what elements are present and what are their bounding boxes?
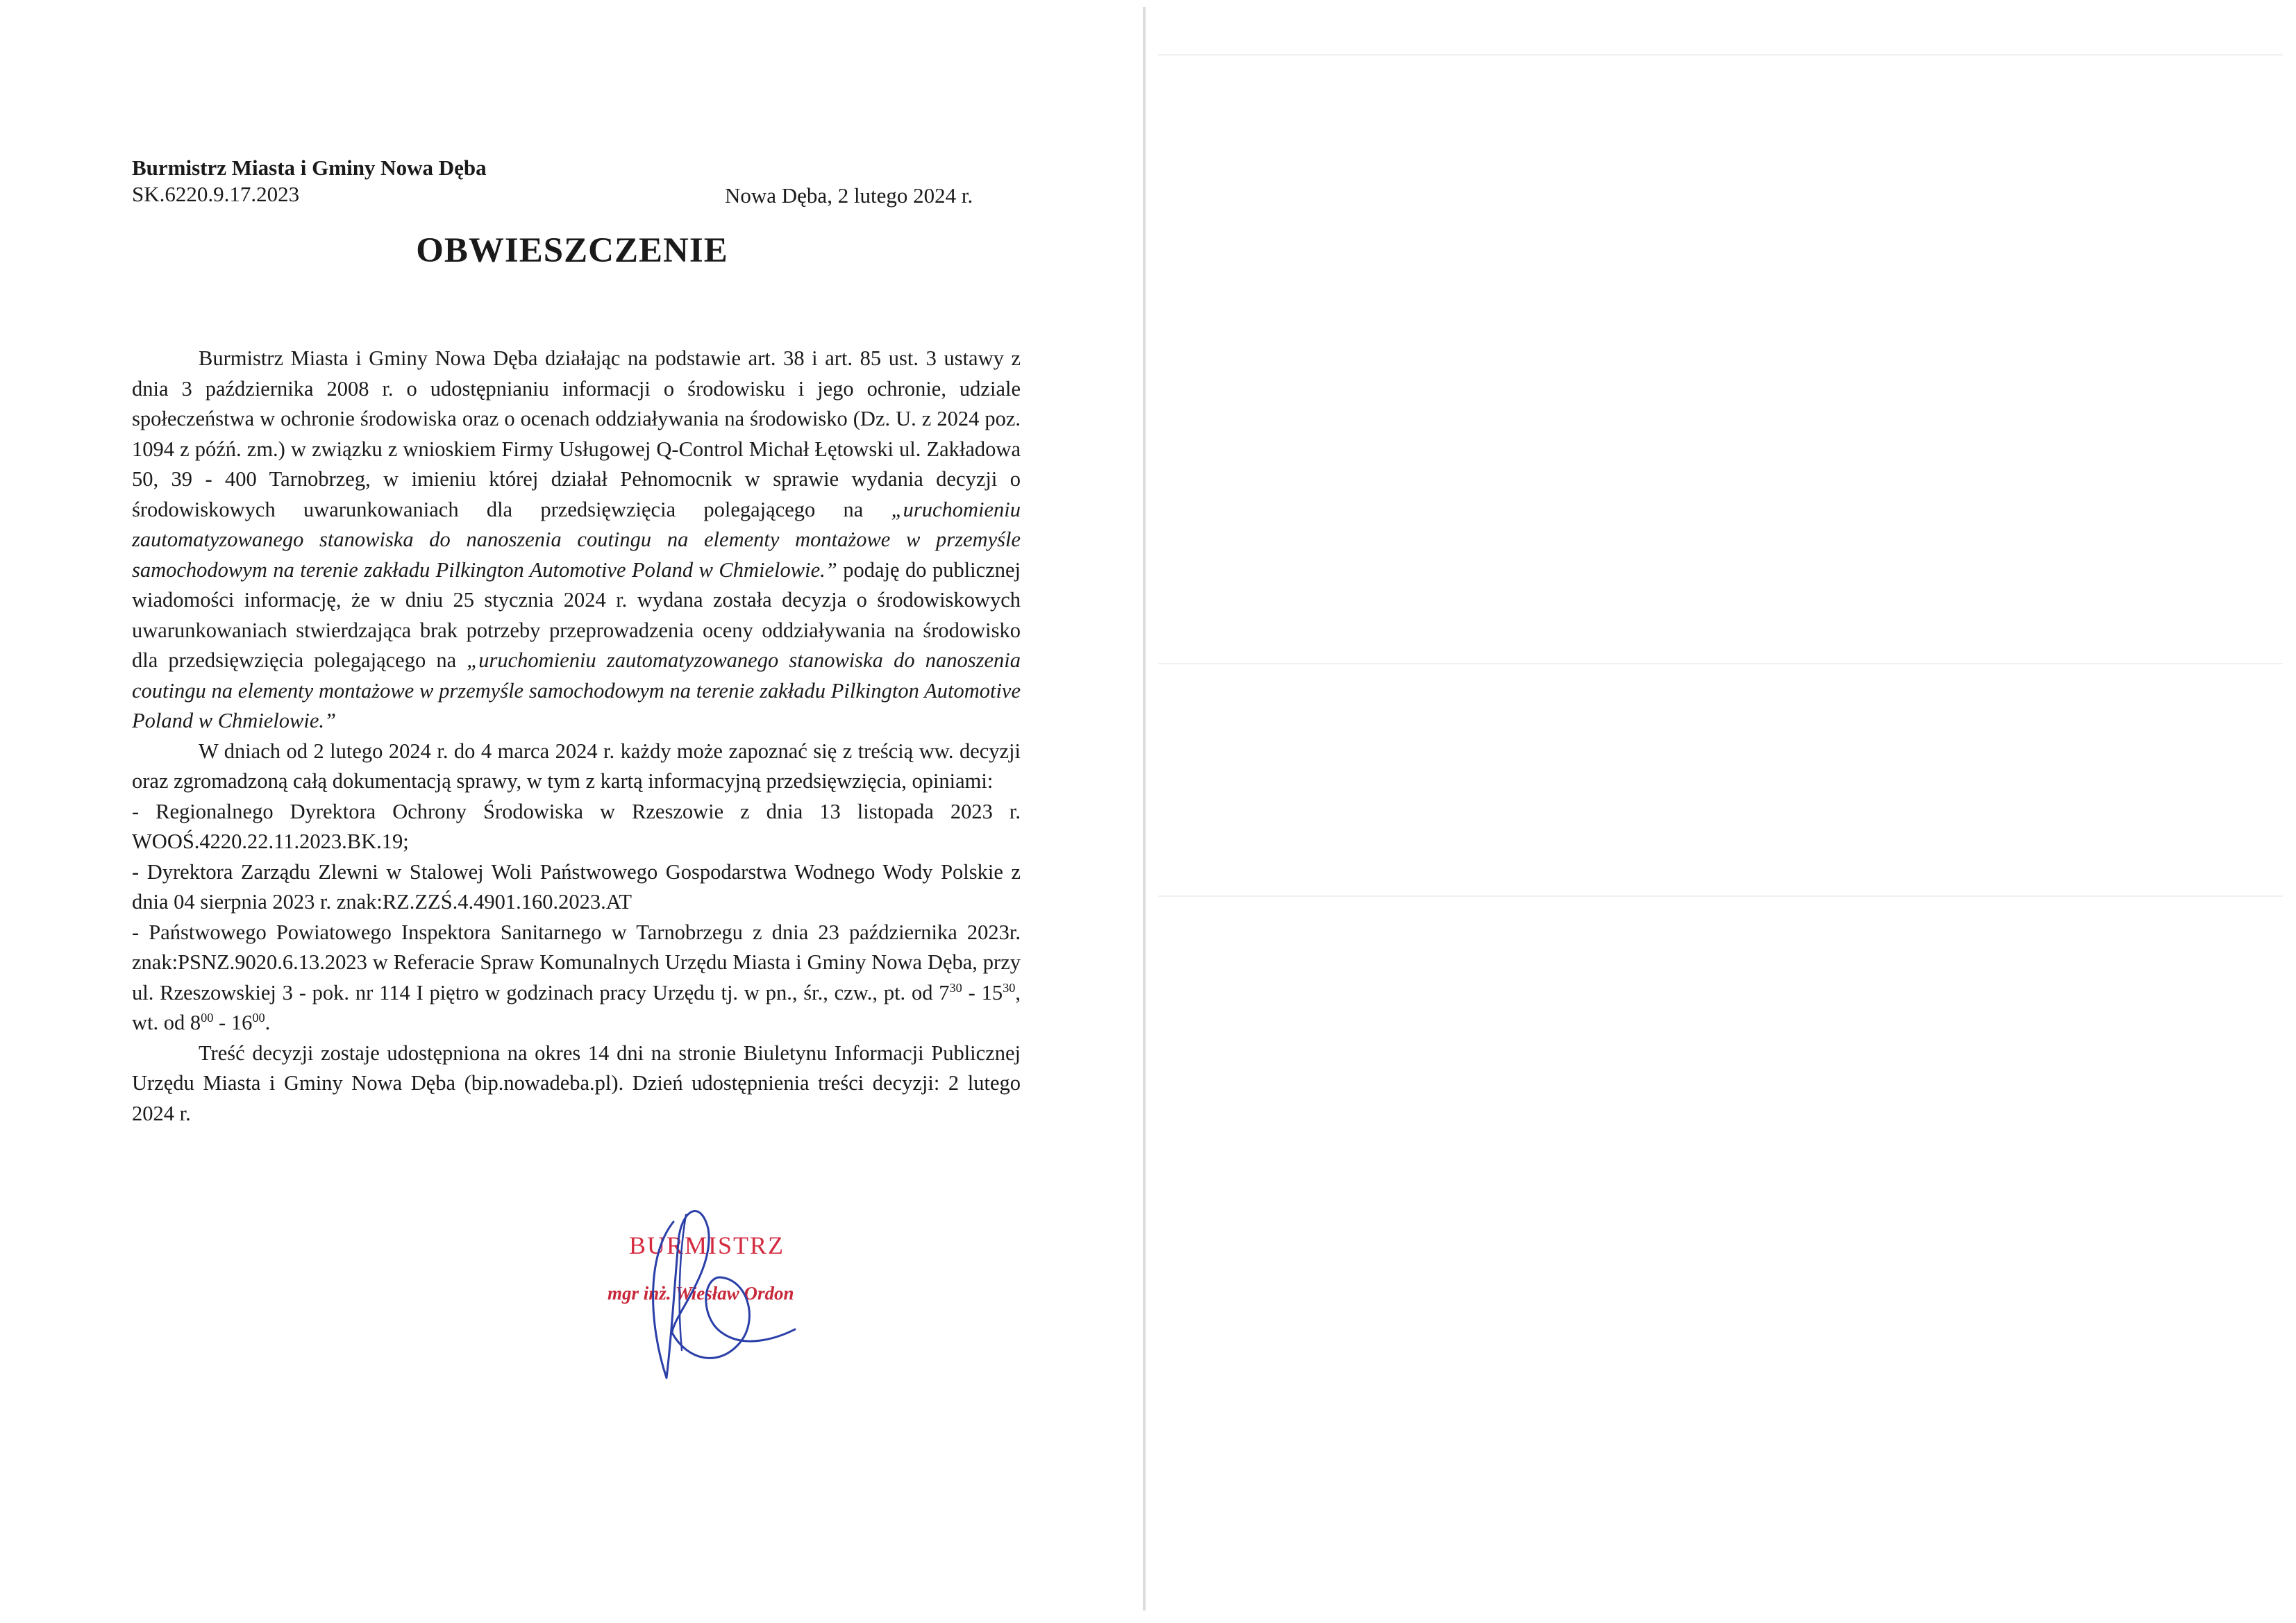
hours-text: - 15: [962, 980, 1003, 1004]
hours-text: - 16: [213, 1011, 253, 1034]
case-reference: SK.6220.9.17.2023: [132, 182, 300, 206]
opinion-sanepid-text: - Państwowego Powiatowego Inspektora Sanitarnego w Tarnobrzegu z dnia 23 października 2023r. znak:PSNZ.9020.6.13.2023 w Referacie Spraw Komunalnych Urzędu Miasta i Gminy Nowa Dęba, przy ul. Rzeszowskiej 3 - pok. nr 114 I piętro w godzinach pracy Urzędu tj. w pn., śr., czw., pt. od 7: [132, 920, 1021, 1004]
opinion-item-rdos: - Regionalnego Dyrektora Ochrony Środowiska w Rzeszowie z dnia 13 listopada 2023 r. WOOŚ.4220.22.11.2023.BK.19;: [132, 799, 1021, 853]
hours-superscript: 30: [949, 980, 962, 995]
scan-artifact-line: [1158, 663, 2283, 664]
project-description-2: „uruchomieniu zautomatyzowanego stanowiska do nanoszenia coutingu na elementy montażowe w przemyśle samochodowym na terenie zakładu Pilkington Automotive Poland w Chmielowie.”: [132, 648, 1021, 732]
handwritten-signature: [597, 1194, 826, 1395]
paragraph-inspection: W dniach od 2 lutego 2024 r. do 4 marca 2024 r. każdy może zapoznać się z treścią ww. decyzji oraz zgromadzoną całą dokumentacją sprawy, w tym z kartą informacyjną przedsięwzięcia, opiniami:: [132, 739, 1021, 793]
opinion-item-sanepid: [132, 918, 1021, 1038]
stamp-official-name: mgr inż. Wiesław Ordon: [607, 1283, 794, 1304]
scan-artifact-line: [1158, 54, 2283, 56]
page-divider: [1143, 7, 1146, 1611]
hours-superscript: 30: [1003, 980, 1016, 995]
paragraph-main-text-a: Burmistrz Miasta i Gminy Nowa Dęba działając na podstawie art. 38 i art. 85 ust. 3 ustawy z dnia 3 października 2008 r. o udostępnianiu informacji o środowisku i jego ochronie, udziale społeczeństwa w ochronie środowiska oraz o ocenach oddziaływania na środowisko (Dz. U. z 2024 poz. 1094 z późń. zm.) w związku z wnioskiem Firmy Usługowej Q-Control Michał Łętowski ul. Zakładowa 50, 39 - 400 Tarnobrzeg, w imieniu której działał Pełnomocnik w sprawie wydania decyzji o środowiskowych uwarunkowaniach dla przedsięwzięcia polegającego na: [132, 346, 1021, 521]
paragraph-main-text-b: podaję do publicznej wiadomości informację, że w dniu 25 stycznia 2024 r. wydana została decyzja o środowiskowych uwarunkowaniach stwierdzająca brak potrzeby przeprowadzenia oceny oddziaływania na środowisko dla przedsięwzięcia polegającego na: [132, 557, 1021, 672]
document-title: OBWIESZCZENIE: [416, 231, 728, 270]
notice-body: [132, 344, 1021, 1129]
hours-superscript: 00: [252, 1010, 265, 1025]
document-page-right-blank: [1147, 0, 2296, 1623]
scan-artifact-line: [1158, 895, 2283, 897]
hours-superscript: 00: [201, 1010, 214, 1025]
issuer-name: Burmistrz Miasta i Gminy Nowa Dęba: [132, 155, 487, 180]
opinion-item-wody-polskie: - Dyrektora Zarządu Zlewni w Stalowej Woli Państwowego Gospodarstwa Wodnego Wody Polskie z dnia 04 sierpnia 2023 r. znak:RZ.ZZŚ.4.4901.160.2023.AT: [132, 859, 1021, 914]
hours-text: .: [265, 1011, 271, 1034]
document-page-left: [0, 0, 1144, 1623]
hours-text: , wt. od 8: [132, 980, 1021, 1034]
place-date: Nowa Dęba, 2 lutego 2024 r.: [725, 183, 973, 208]
paragraph-publication: Treść decyzji zostaje udostępniona na okres 14 dni na stronie Biuletynu Informacji Publicznej Urzędu Miasta i Gminy Nowa Dęba (bip.nowadeba.pl). Dzień udostępnienia treści decyzji: 2 lutego 2024 r.: [132, 1041, 1021, 1125]
stamp-title: BURMISTRZ: [629, 1231, 785, 1259]
project-description-1: „uruchomieniu zautomatyzowanego stanowiska do nanoszenia coutingu na elementy montażowe w przemyśle samochodowym na terenie zakładu Pilkington Automotive Poland w Chmielowie.”: [132, 497, 1021, 582]
paragraph-main: [132, 344, 1021, 737]
